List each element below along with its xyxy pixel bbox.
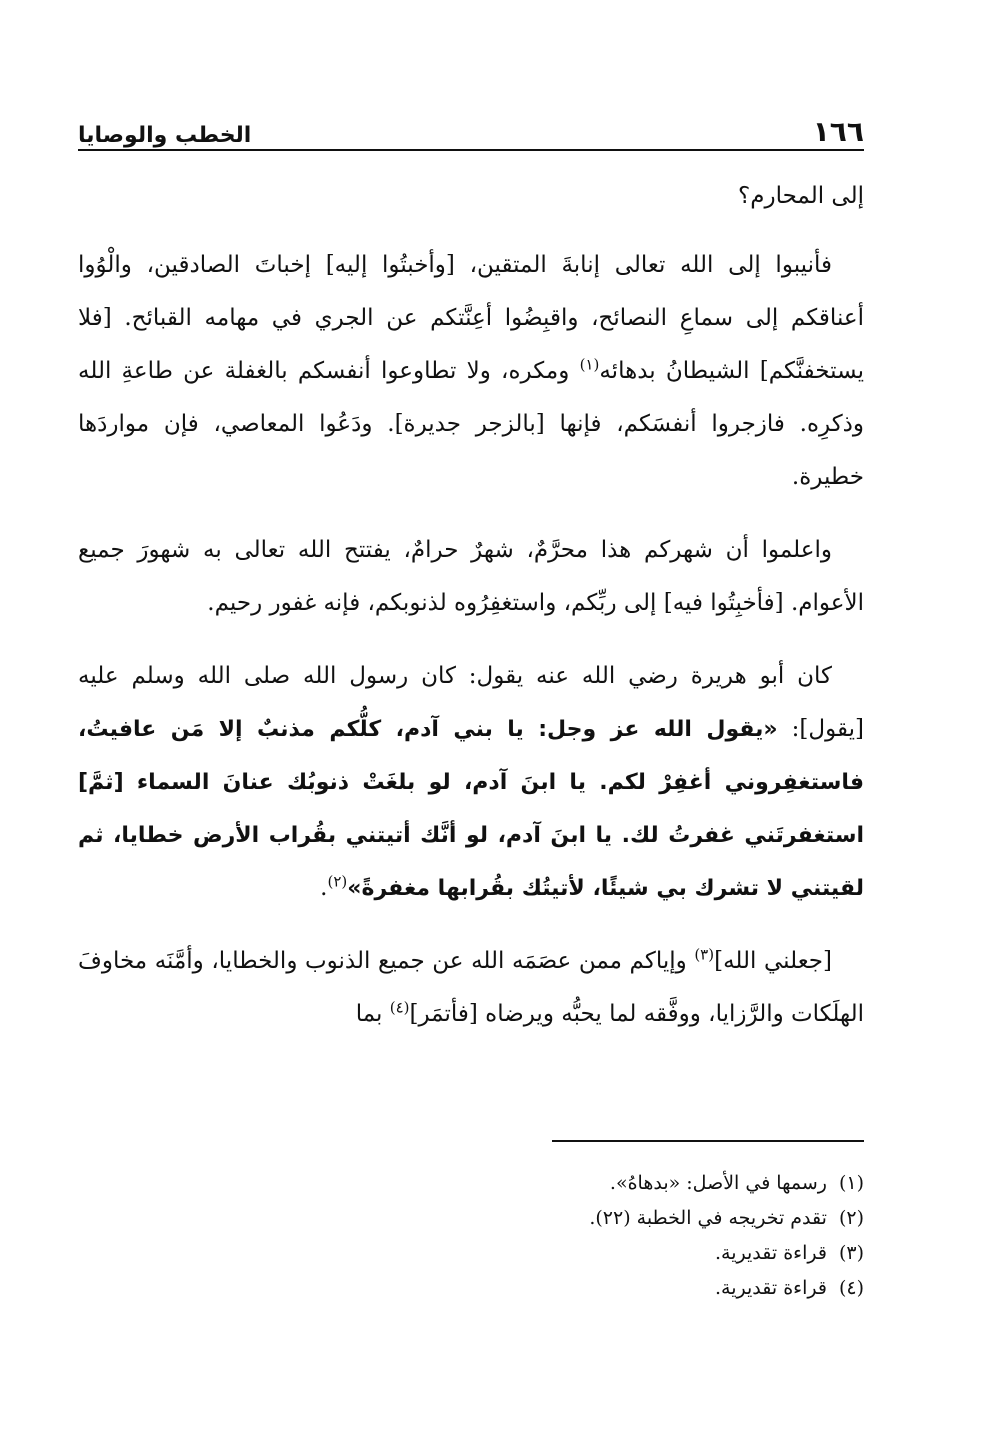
paragraph-4 — [78, 650, 864, 915]
footnote-1 — [78, 1166, 864, 1201]
footnote-text: تقدم تخريجه في الخطبة (٢٢). — [589, 1207, 827, 1229]
footnote-ref-1: (١) — [579, 355, 600, 374]
footnote-number: (٤) — [838, 1277, 864, 1299]
footnote-4 — [78, 1271, 864, 1306]
footnote-ref-2: (٢) — [327, 872, 348, 891]
paragraph-2-text-b: ومكره، ولا تطاوعوا أنفسكم بالغفلة عن طاعةِ الله وذكرِه. فازجروا أنفسَكم، فإنها [بالزجر جديرة]. ودَعُوا المعاصي، فإن مواردَها خطيرة. — [78, 358, 864, 490]
paragraph-5-text-b: وإياكم ممن عصَمَه الله عن جميع الذنوب والخطايا، وأمَّنَه مخاوفَ الهلَكات والرَّزايا، ووفَّقه لما يحبُّه ويرضاه [فأتمَر] — [78, 948, 864, 1027]
page-number: ١٦٦ — [812, 115, 864, 148]
page-header — [78, 108, 864, 148]
footnote-number: (٢) — [838, 1207, 864, 1229]
footnote-ref-3: (٣) — [694, 945, 715, 964]
footnote-text: رسمها في الأصل: «بدهاهُ». — [609, 1172, 827, 1194]
paragraph-2 — [78, 239, 864, 504]
paragraph-5-text-c: بما — [355, 1001, 390, 1027]
paragraph-4-end: . — [320, 875, 328, 901]
main-text — [78, 170, 864, 1061]
paragraph-5-text-a: [جعلني الله] — [714, 948, 832, 974]
paragraph-5 — [78, 935, 864, 1041]
footnotes — [78, 1166, 864, 1306]
footnote-number: (٣) — [838, 1242, 864, 1264]
footnote-3 — [78, 1236, 864, 1271]
footnote-text: قراءة تقديرية. — [715, 1277, 827, 1299]
hadith-quote: «يقول الله عز وجل: يا بني آدم، كلُّكم مذنبٌ إلا مَن عافيتُ، فاستغفِروني أغفِرْ لكم. يا ابنَ آدم، لو بلغَتْ ذنوبُك عنانَ السماء [ثمَّ] استغفرتَني غفرتُ لك. يا ابنَ آدم، لو أنَّك أتيتني بقُراب الأرض خطايا، ثم لقيتني لا تشرك بي شيئًا، لأتيتُك بقُرابها مغفرةً» — [78, 717, 864, 901]
paragraph-2-text-a: فأنيبوا إلى الله تعالى إنابةَ المتقين، [وأخبتُوا إليه] إخباتَ الصادقين، والْوُوا أعناقكم إلى سماعِ النصائح، واقبِضُوا أعِنَّتكم عن الجري في مهامه القبائح. [فلا يستخفنَّكم] الشيطانُ بدهائه — [78, 252, 864, 384]
paragraph-4-intro: كان أبو هريرة رضي الله عنه يقول: كان رسول الله صلى الله وسلم عليه [يقول]: — [78, 663, 864, 742]
paragraph-1: إلى المحارم؟ — [738, 183, 864, 209]
footnote-text: قراءة تقديرية. — [715, 1242, 827, 1264]
paragraph-3: واعلموا أن شهركم هذا محرَّمٌ، شهرٌ حرامٌ، يفتتح الله تعالى به شهورَ جميع الأعوام. [فأخبِتُوا فيه] إلى ربِّكم، واستغفِرُوه لذنوبكم، فإنه غفور رحيم. — [78, 537, 864, 616]
running-title: الخطب والوصايا — [78, 123, 252, 148]
header-divider — [78, 149, 864, 151]
footnote-2 — [78, 1201, 864, 1236]
footnote-ref-4: (٤) — [389, 998, 410, 1017]
footnote-number: (١) — [838, 1172, 864, 1194]
footnote-divider — [552, 1140, 864, 1142]
